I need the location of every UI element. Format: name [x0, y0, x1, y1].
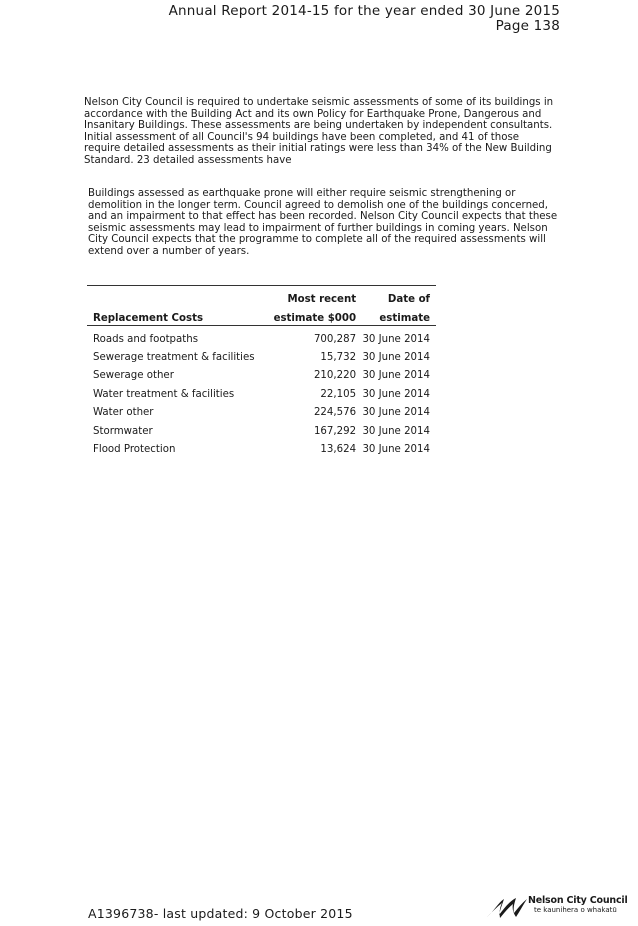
row-name: Sewerage other	[93, 370, 174, 382]
row-date: 30 June 2014	[362, 370, 430, 382]
row-name: Roads and footpaths	[93, 333, 199, 345]
row-name: Water treatment & facilities	[93, 388, 235, 400]
row-name: Stormwater	[93, 425, 153, 437]
earthquake-prone-paragraph: Buildings assessed as earthquake prone will either require seismic strengthening or demolition in the longer term. Council agreed to demolish one of the buildings concerned, and an impairment to that effect has been recorded. Nelson City Council expects that these seismic assessments may lead to impairment of further buildings in coming years. Nelson City Council expects that the programme to complete all of the required assessments will extend over a number of years.	[88, 188, 558, 257]
header-date-line2: estimate	[356, 305, 436, 326]
row-estimate: 224,576	[313, 407, 357, 419]
row-date: 30 June 2014	[362, 352, 430, 364]
council-logo-name: Nelson City Council	[528, 895, 628, 906]
row-name: Water other	[93, 407, 154, 419]
page-number: Page 138	[495, 18, 560, 34]
header-date-line1: Date of	[387, 294, 430, 305]
row-date: 30 June 2014	[362, 388, 430, 400]
seismic-assessment-paragraph: Nelson City Council is required to undertake seismic assessments of some of its buildings in accordance with the Building Act and its own Policy for Earthquake Prone, Dangerous and Insanitary Buildings. These assessments are being undertaken by independent consultants. Initial assessment of all Council's 94 buildings have been completed, and 41 of those require detailed assessments as their initial ratings were less than 34% of the New Building Standard. 23 detailed assessments have	[84, 97, 554, 166]
header-spacer	[87, 286, 268, 305]
row-date: 30 June 2014	[362, 444, 430, 456]
table-row	[87, 385, 436, 403]
header-estimate-line2: estimate $000	[268, 305, 356, 326]
row-estimate: 15,732	[320, 352, 357, 364]
row-name: Flood Protection	[93, 444, 176, 456]
council-logo-tagline: te kaunihera o whakatū	[534, 906, 617, 914]
table-row	[87, 440, 436, 458]
page-header	[169, 4, 560, 34]
table-row	[87, 367, 436, 385]
row-date: 30 June 2014	[362, 425, 430, 437]
replacement-costs-table	[87, 285, 436, 459]
row-estimate: 700,287	[313, 333, 357, 345]
table-header-row-2	[87, 305, 436, 326]
report-title: Annual Report 2014-15 for the year ended 30 June 2015	[168, 3, 560, 19]
header-estimate-line1: Most recent	[287, 294, 357, 305]
table-header-row-1	[87, 286, 436, 305]
council-logo-mark-icon	[486, 893, 528, 919]
row-estimate: 210,220	[313, 370, 357, 382]
document-reference: A1396738- last updated: 9 October 2015	[88, 906, 353, 921]
row-estimate: 167,292	[313, 425, 357, 437]
table-row	[87, 348, 436, 366]
row-estimate: 13,624	[320, 444, 357, 456]
table-row	[87, 326, 436, 349]
table-row	[87, 404, 436, 422]
row-estimate: 22,105	[320, 388, 357, 400]
table-row	[87, 422, 436, 440]
council-logo	[486, 893, 628, 919]
row-date: 30 June 2014	[362, 407, 430, 419]
row-name: Sewerage treatment & facilities	[93, 352, 255, 364]
row-date: 30 June 2014	[362, 333, 430, 345]
header-replacement-costs: Replacement Costs	[87, 305, 268, 326]
